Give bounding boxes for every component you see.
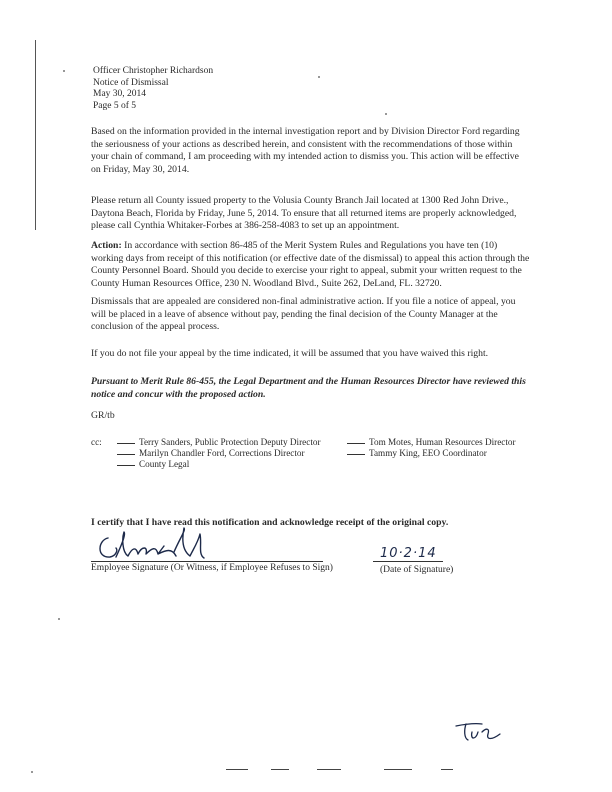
handwritten-initials bbox=[452, 718, 504, 744]
footer-dash bbox=[317, 769, 341, 770]
employee-signature bbox=[94, 524, 214, 564]
letter-date: May 30, 2014 bbox=[93, 89, 147, 99]
checkbox-blank bbox=[117, 443, 135, 444]
paragraph-appeal-action bbox=[91, 240, 531, 290]
document-title: Notice of Dismissal bbox=[93, 77, 169, 88]
footer-dash bbox=[271, 769, 289, 770]
cc-item bbox=[117, 448, 305, 459]
cc-item bbox=[117, 459, 189, 470]
typist-initials: GR/tb bbox=[91, 410, 115, 421]
cc-name: Tammy King, EEO Coordinator bbox=[369, 448, 487, 458]
paragraph-dismissal-decision: Based on the information provided in the internal investigation report and by Division Director Ford regarding the seriousness of your actions as described herein, and consistent with the recommendations of those within your chain of command, I am proceeding with my intended action to dismiss you. This action will be effective on Friday, May 30, 2014. bbox=[91, 126, 520, 175]
action-lead: Action: bbox=[91, 240, 122, 251]
paragraph-appeal-status: Dismissals that are appealed are considered non-final administrative action. If you file a notice of appeal, you will be placed in a leave of absence without pay, pending the final decision of the County Manager at the conclusion of the appeal process. bbox=[91, 296, 516, 333]
scan-speck bbox=[318, 76, 320, 78]
checkbox-blank bbox=[117, 465, 135, 466]
checkbox-blank bbox=[347, 443, 365, 444]
signature-line bbox=[91, 561, 323, 562]
certification-statement: I certify that I have read this notification and acknowledge receipt of the original copy. bbox=[91, 517, 449, 528]
cc-name: Tom Motes, Human Resources Director bbox=[369, 437, 516, 447]
paragraph-waiver: If you do not file your appeal by the time indicated, it will be assumed that you have waived this right. bbox=[91, 348, 489, 359]
date-caption: (Date of Signature) bbox=[380, 565, 454, 575]
cc-name: County Legal bbox=[139, 459, 190, 469]
letter-header bbox=[93, 66, 213, 112]
footer-dash bbox=[226, 769, 248, 770]
page-number: Page 5 of 5 bbox=[93, 100, 137, 111]
scan-speck bbox=[58, 618, 60, 620]
action-text: In accordance with section 86-485 of the Merit System Rules and Regulations you have ten (10) working days from receipt of this notification (or effective date of the dismissal) to appeal this action through the County Personnel Board. Should you decide to exercise your right to appeal, submit your written request to the County Human Resources Office, 230 N. Woodland Blvd., Suite 262, DeLand, FL. 32720. bbox=[91, 240, 530, 289]
scan-speck bbox=[385, 113, 387, 115]
recipient-name: Officer Christopher Richardson bbox=[93, 66, 214, 76]
cc-name: Marilyn Chandler Ford, Corrections Director bbox=[139, 448, 305, 458]
paragraph-return-property: Please return all County issued property to the Volusia County Branch Jail located at 1300 Red John Drive., Daytona Beach, Florida by Friday, June 5, 2014. To ensure that all returned items are properly acknowledged, please call Cynthia Whitaker-Forbes at 386-258-4083 to set up an appointment. bbox=[91, 195, 517, 232]
cc-item bbox=[117, 437, 321, 448]
paragraph-merit-rule: Pursuant to Merit Rule 86-455, the Legal Department and the Human Resources Director have reviewed this notice and concur with the proposed action. bbox=[91, 376, 526, 400]
cc-name: Terry Sanders, Public Protection Deputy Director bbox=[139, 437, 321, 447]
signature-caption: Employee Signature (Or Witness, if Employee Refuses to Sign) bbox=[91, 563, 333, 573]
cc-item bbox=[347, 437, 516, 448]
footer-dash bbox=[384, 769, 412, 770]
left-margin-line bbox=[35, 40, 36, 230]
footer-dash bbox=[441, 769, 453, 770]
cc-label: cc: bbox=[91, 437, 102, 447]
date-line bbox=[373, 561, 443, 562]
checkbox-blank bbox=[117, 454, 135, 455]
checkbox-blank bbox=[347, 454, 365, 455]
cc-item bbox=[347, 448, 487, 459]
handwritten-date: 10·2·14 bbox=[380, 546, 437, 561]
scan-speck bbox=[63, 70, 65, 72]
scan-speck bbox=[31, 771, 33, 773]
